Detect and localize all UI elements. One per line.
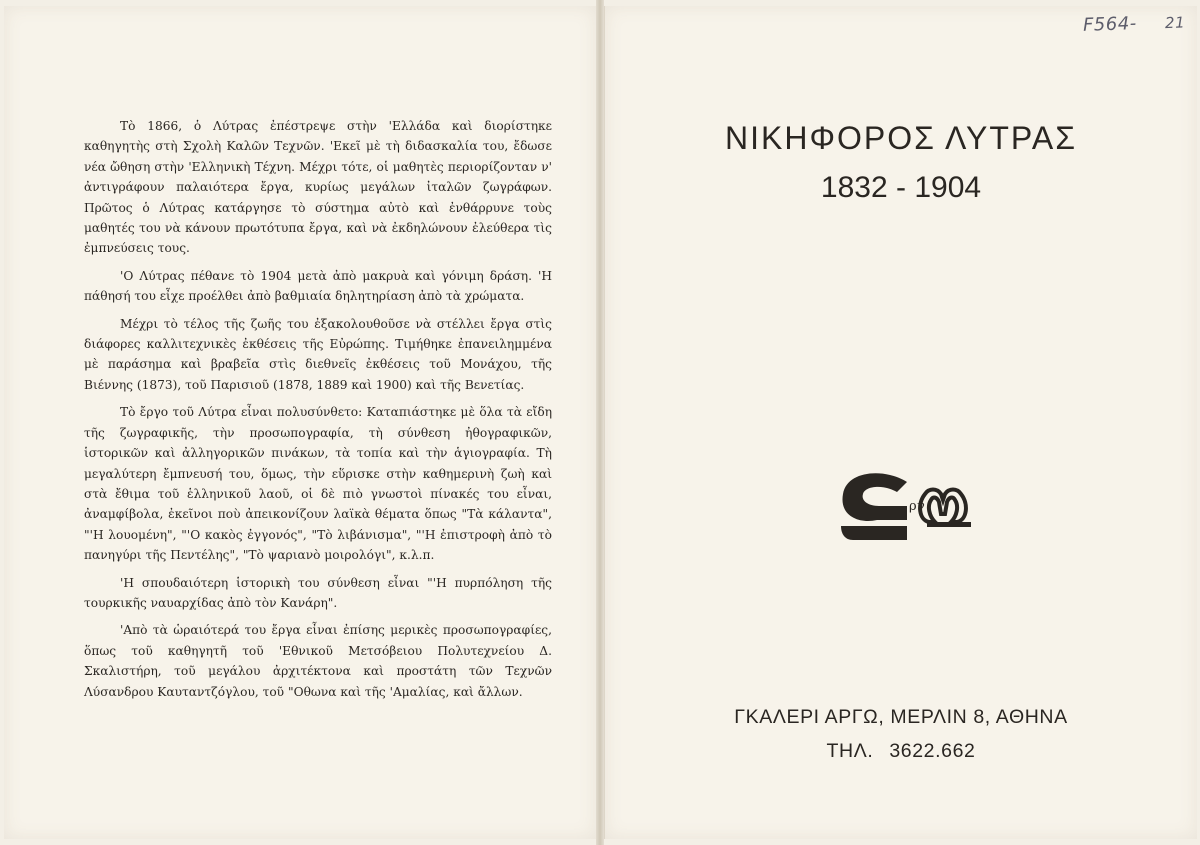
phone-number: 3622.662 — [889, 740, 976, 762]
phone-label: ΤΗΛ. — [826, 740, 874, 762]
gallery-info — [605, 702, 1197, 766]
title-block — [605, 116, 1197, 210]
left-page — [4, 6, 597, 839]
bio-paragraph-2: 'Ο Λύτρας πέθανε τὸ 1904 μετὰ ἀπὸ μακρυὰ καὶ γόνιμη δράση. 'Η πάθησή του εἶχε προέλθει ἀπὸ βαθμιαία δηλητηρίαση ἀπὸ τὰ χρώματα. — [84, 268, 552, 304]
bio-paragraph-5: 'Η σπουδαιότερη ἱστορικὴ του σύνθεση εἶναι "'Η πυρπόληση τῆς τουρκικῆς ναυαρχίδας ἀπὸ τὸν Κανάρη". — [84, 575, 552, 610]
handwritten-archive-note — [1082, 13, 1186, 36]
argo-logo-icon — [833, 464, 985, 546]
logo-text — [833, 464, 834, 465]
artist-name: ΝΙΚΗΦΟΡΟΣ ΛΥΤΡΑΣ — [725, 120, 1077, 156]
bio-paragraph-6: 'Απὸ τὰ ὡραιότερά του ἔργα εἶναι ἐπίσης μερικὲς προσωπογραφίες, ὅπως τοῦ καθηγητῆ τοῦ 'Εθνικοῦ Μετσόβειου Πολυτεχνείου Δ. Σκαλιστήρη, τοῦ μεγάλου ἀρχιτέκτονα καὶ προστάτη τῶν Τεχνῶν Λύσανδρου Καυταντζόγλου, τοῦ "Οθωνα καὶ τῆς 'Αμαλίας, καὶ ἄλλων. — [84, 623, 552, 699]
right-page — [604, 6, 1197, 839]
gallery-address: ΓΚΑΛΕΡΙ ΑΡΓΩ, ΜΕΡΛΙΝ 8, ΑΘΗΝΑ — [734, 706, 1068, 728]
archive-code: F564- — [1082, 13, 1138, 36]
gallery-phone — [605, 736, 1197, 766]
artist-years: 1832 - 1904 — [820, 171, 982, 204]
bio-paragraph-1: Τὸ 1866, ὁ Λύτρας ἐπέστρεψε στὴν 'Ελλάδα καὶ διορίστηκε καθηγητὴς στὴ Σχολὴ Καλῶν Τεχνῶν. 'Εκεῖ μὲ τὴ διδασκαλία του, ἔδωσε νέα ὤθηση στὴν 'Ελληνικὴ Τέχνη. Μέχρι τότε, οἱ μαθητὲς περιορίζονταν ν' ἀντιγράφουν παλαιότερα ἔργα, κυρίως μεγάλων ἰταλῶν ζωγράφων. Πρῶτος ὁ Λύτρας κατάργησε τὸ σύστημα αὐτὸ καὶ ἐνθάρρυνε τοὺς μαθητές του νὰ κάνουν πρωτότυπα ἔργα, καὶ νὰ ἐκδηλώνουν ἐλεύθερα τὶς ἐμπνεύσεις τους. — [84, 119, 552, 256]
svg-text:γ: γ — [917, 499, 925, 514]
archive-number: 21 — [1164, 13, 1186, 33]
argo-gallery-logo — [833, 464, 985, 546]
center-fold — [596, 0, 604, 845]
bio-paragraph-4: Τὸ ἔργο τοῦ Λύτρα εἶναι πολυσύνθετο: Καταπιάστηκε μὲ ὅλα τὰ εἴδη τῆς ζωγραφικῆς, τὴν προσωπογραφία, τὴ σύνθεση ἠθογραφικῶν, ἱστορικῶν καὶ ἀλληγορικῶν πινάκων, τὰ τοπία καὶ τὴν ἁγιογραφία. Τὴ μεγαλύτερη ἔμπνευσή του, ὅμως, τὴν εὕρισκε στὴν καθημερινὴ ζωὴ καὶ στὰ ἔθιμα τοῦ ἑλληνικοῦ λαοῦ, οἱ δὲ πιὸ γνωστοὶ πίνακές του εἶναι, ἀναμφίβολα, ἐκεῖνοι ποὺ ἀπεικονίζουν λαϊκὰ θέματα ὅπως "Τὰ κάλαντα", "'Η λουομένη", "'Ο κακὸς ἐγγονός", "Τὸ λιβάνισμα", "'Η ἐπιστροφὴ ἀπὸ τὸ πανηγύρι τῆς Πεντέλης", "Τὸ ψαριανὸ μοιρολόγι", κ.λ.π. — [84, 405, 552, 563]
biography-text — [84, 116, 552, 709]
svg-text:ρ: ρ — [909, 499, 917, 514]
bio-paragraph-3: Μέχρι τὸ τέλος τῆς ζωῆς του ἐξακολουθοῦσε νὰ στέλλει ἔργα στὶς διάφορες καλλιτεχνικὲς ἐκθέσεις τῆς Εὐρώπης. Τιμήθηκε ἐπανειλημμένα μὲ παράσημα καὶ βραβεῖα στὶς διεθνεῖς ἐκθέσεις τοῦ Μονάχου, τῆς Βιέννης (1873), τοῦ Παρισιοῦ (1878, 1889 καὶ 1900) καὶ τῆς Βενετίας. — [84, 316, 552, 392]
